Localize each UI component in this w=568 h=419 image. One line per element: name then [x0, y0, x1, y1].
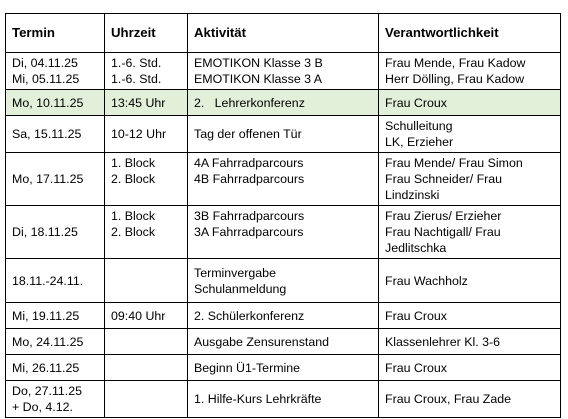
cell-time: 09:40 Uhr: [105, 303, 188, 329]
cell-line: Schulleitung: [385, 119, 453, 133]
cell-line: LK, Erzieher: [385, 135, 454, 149]
cell-date: Mo, 24.11.25: [6, 329, 105, 355]
cell-responsible: [379, 116, 561, 153]
table-header-row: [6, 14, 561, 53]
table-row: [6, 381, 561, 418]
table-row-highlighted: [6, 90, 561, 116]
cell-line: EMOTIKON Klasse 3 A: [194, 72, 323, 86]
cell-date: [6, 381, 105, 418]
cell-time: [105, 381, 188, 418]
cell-responsible: Frau Croux: [379, 90, 561, 116]
cell-activity: 1. Hilfe-Kurs Lehrkräfte: [188, 381, 379, 418]
cell-time: [105, 259, 188, 303]
cell-time: [105, 355, 188, 381]
cell-activity: [188, 153, 379, 206]
cell-line: Mi, 05.11.25: [12, 72, 80, 86]
cell-line: Frau Nachtigall/ Frau: [385, 225, 501, 239]
cell-line: Herr Dölling, Frau Kadow: [385, 72, 525, 86]
header-activity: Aktivität: [188, 14, 379, 53]
table-row: [6, 303, 561, 329]
cell-date: Di, 18.11.25: [6, 206, 105, 259]
table-body: [6, 53, 561, 418]
cell-line: + Do, 4.12.: [12, 400, 73, 414]
cell-line: 1. Block: [111, 156, 156, 170]
cell-line: 1. Block: [111, 209, 156, 223]
cell-time: 13:45 Uhr: [105, 90, 188, 116]
cell-date: 18.11.-24.11.: [6, 259, 105, 303]
cell-line: Terminvergabe: [194, 265, 276, 280]
cell-activity: Ausgabe Zensurenstand: [188, 329, 379, 355]
cell-date: Mo, 17.11.25: [6, 153, 105, 206]
cell-responsible: Frau Croux: [379, 303, 561, 329]
cell-responsible: [379, 53, 561, 90]
cell-line: Do, 27.11.25: [12, 384, 83, 398]
cell-activity: Beginn Ü1-Termine: [188, 355, 379, 381]
cell-responsible: [379, 153, 561, 206]
cell-line: 4B Fahrradparcours: [194, 172, 305, 186]
cell-time: [105, 206, 188, 259]
cell-responsible: [379, 206, 561, 259]
cell-line: 2. Block: [111, 172, 156, 186]
cell-line: Schulanmeldung: [194, 281, 287, 296]
table-row: [6, 116, 561, 153]
cell-line: Jedlitschka: [385, 241, 447, 255]
table-row: [6, 206, 561, 259]
cell-activity: [188, 206, 379, 259]
cell-line: Lindzinski: [385, 188, 440, 202]
cell-line: Frau Mende/ Frau Simon: [385, 156, 523, 170]
cell-activity: 2. Lehrerkonferenz: [188, 90, 379, 116]
cell-line: Frau Zierus/ Erzieher: [385, 209, 502, 223]
cell-time: [105, 53, 188, 90]
cell-activity: [188, 259, 379, 303]
cell-line: Frau Mende, Frau Kadow: [385, 56, 526, 70]
cell-responsible: Klassenlehrer Kl. 3-6: [379, 329, 561, 355]
header-time: Uhrzeit: [105, 14, 188, 53]
table-row: [6, 329, 561, 355]
cell-line: EMOTIKON Klasse 3 B: [194, 56, 323, 70]
cell-responsible: Frau Croux, Frau Zade: [379, 381, 561, 418]
cell-responsible: Frau Croux: [379, 355, 561, 381]
cell-line: 3A Fahrradparcours: [194, 225, 304, 239]
cell-line: 1.-6. Std.: [111, 72, 162, 86]
table-row: [6, 153, 561, 206]
header-date: Termin: [6, 14, 105, 53]
cell-time: [105, 329, 188, 355]
cell-date: Mi, 19.11.25: [6, 303, 105, 329]
header-responsible: Verantwortlichkeit: [379, 14, 561, 53]
cell-line: Frau Schneider/ Frau: [385, 172, 503, 186]
cell-date: Mi, 26.11.25: [6, 355, 105, 381]
cell-time: 10-12 Uhr: [105, 116, 188, 153]
cell-line: Di, 04.11.25: [12, 56, 78, 70]
cell-date: [6, 53, 105, 90]
cell-activity: 2. Schülerkonferenz: [188, 303, 379, 329]
table-row: [6, 259, 561, 303]
cell-line: 4A Fahrradparcours: [194, 156, 304, 170]
cell-line: 3B Fahrradparcours: [194, 209, 305, 223]
cell-time: [105, 153, 188, 206]
cell-activity: Tag der offenen Tür: [188, 116, 379, 153]
cell-date: Sa, 15.11.25: [6, 116, 105, 153]
schedule-table: [5, 13, 561, 418]
cell-activity: [188, 53, 379, 90]
cell-line: 1.-6. Std.: [111, 56, 162, 70]
table-row: [6, 355, 561, 381]
cell-responsible: Frau Wachholz: [379, 259, 561, 303]
table-row: [6, 53, 561, 90]
cell-date: Mo, 10.11.25: [6, 90, 105, 116]
cell-line: 2. Block: [111, 225, 156, 239]
